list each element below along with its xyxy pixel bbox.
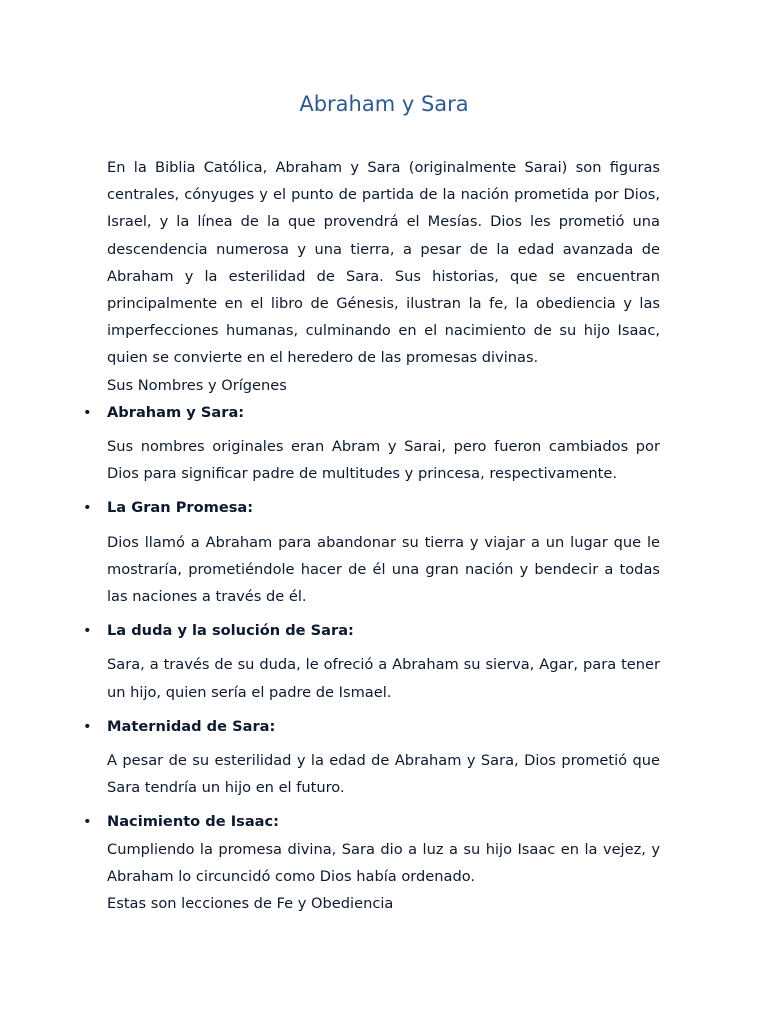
list-item (83, 713, 660, 809)
list-item-text: A pesar de su esterilidad y la edad de Abraham y Sara, Dios prometió que Sara tendría un hijo en el futuro. (107, 752, 660, 797)
list-item-heading (83, 494, 660, 521)
bullet-list (83, 399, 660, 890)
list-item-text: Dios llamó a Abraham para abandonar su tierra y viajar a un lugar que le mostraría, prometiéndole hacer de él una gran nación y bendecir a todas las naciones a través de él. (107, 533, 660, 606)
list-item-heading-text: Abraham y Sara: (107, 403, 245, 421)
list-item (83, 399, 660, 495)
list-item (83, 494, 660, 617)
list-item-text: Sus nombres originales eran Abram y Sarai, pero fueron cambiados por Dios para significar padre de multitudes y princesa, respectivamente. (107, 438, 660, 483)
intro-paragraph: En la Biblia Católica, Abraham y Sara (originalmente Sarai) son figuras centrales, cónyuges y el punto de partida de la nación prometida por Dios, Israel, y la línea de la que provendrá el Mesías. Dios les prometió una descendencia numerosa y una tierra, a pesar de la edad avanzada de Abraham y la esterilidad de Sara. Sus historias, que se encuentran principalmente en el libro de Génesis, ilustran la fe, la obediencia y las imperfecciones humanas, culminando en el nacimiento de su hijo Isaac, quien se convierte en el heredero de las promesas divinas. (107, 159, 660, 367)
list-item-heading (83, 617, 660, 644)
page-title: Abraham y Sara (299, 92, 469, 116)
document-body (83, 154, 660, 917)
section-heading: Sus Nombres y Orígenes (107, 376, 287, 394)
list-item-text: Cumpliendo la promesa divina, Sara dio a luz a su hijo Isaac en la vejez, y Abraham lo circuncidó como Dios había ordenado. (107, 840, 660, 885)
bullet-icon: • (83, 717, 92, 735)
list-item-heading (83, 399, 660, 426)
list-item (83, 808, 660, 890)
list-item-heading (83, 713, 660, 740)
list-item-heading-text: La Gran Promesa: (107, 499, 254, 517)
bullet-icon: • (83, 499, 92, 517)
bullet-icon: • (83, 813, 92, 831)
list-item-heading-text: Nacimiento de Isaac: (107, 813, 280, 831)
closing-line: Estas son lecciones de Fe y Obediencia (107, 895, 394, 913)
list-item (83, 617, 660, 713)
list-item-text: Sara, a través de su duda, le ofreció a Abraham su sierva, Agar, para tener un hijo, quien sería el padre de Ismael. (107, 656, 660, 701)
list-item-heading-text: Maternidad de Sara: (107, 717, 276, 735)
bullet-icon: • (83, 622, 92, 640)
list-item-heading (83, 808, 660, 835)
bullet-icon: • (83, 403, 92, 421)
list-item-heading-text: La duda y la solución de Sara: (107, 622, 354, 640)
